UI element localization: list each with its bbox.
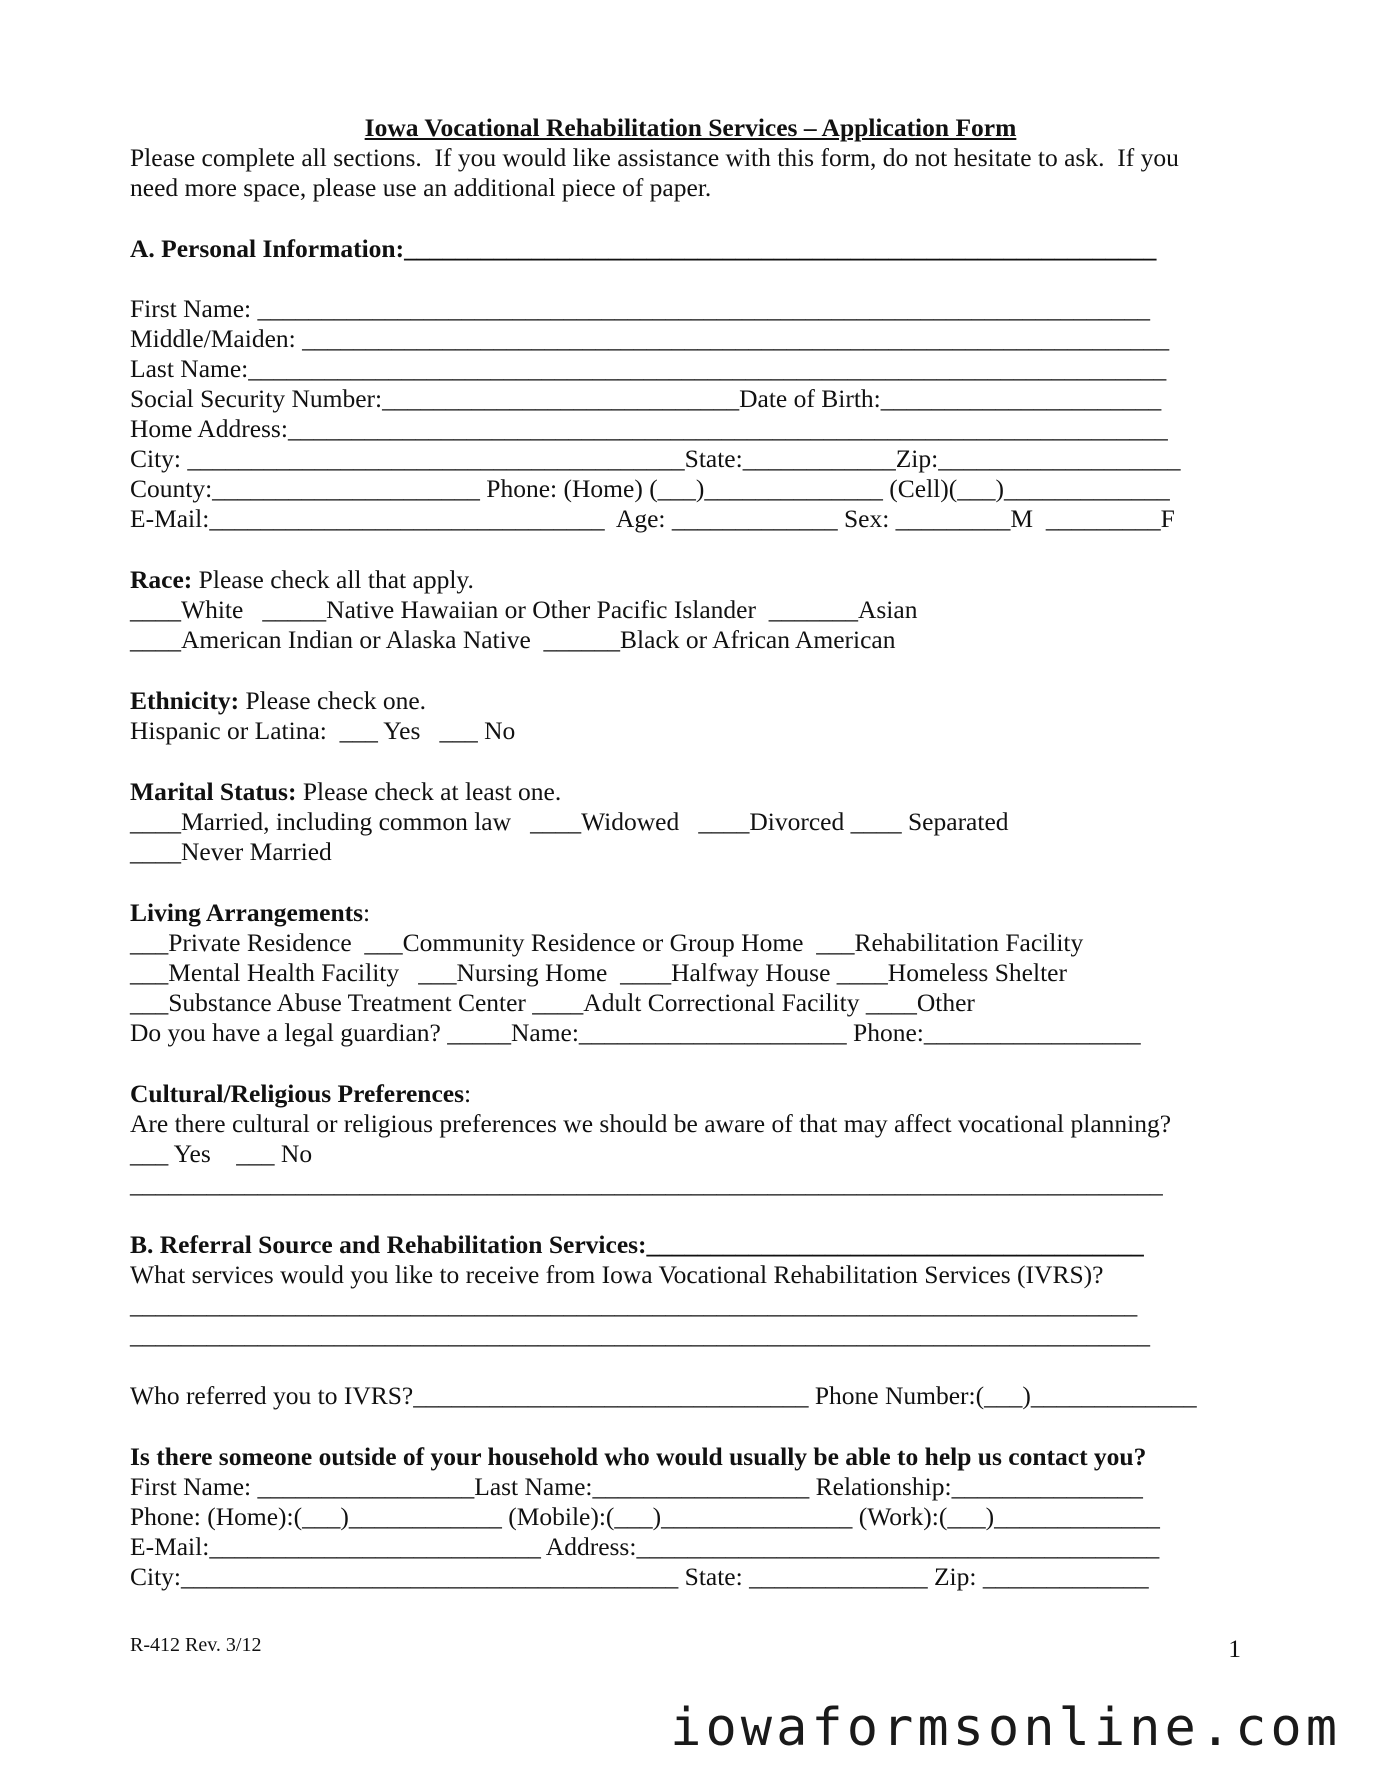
- intro-line-2: need more space, please use an additional piece of paper.: [130, 173, 712, 202]
- form-title: Iowa Vocational Rehabilitation Services – Application Form: [364, 113, 1017, 142]
- services-question: What services would you like to receive from Iowa Vocational Rehabilitation Services (IVRS)?: [130, 1260, 1104, 1289]
- referral-field[interactable]: Who referred you to IVRS?_______________________________ Phone Number:(___)_____________: [130, 1381, 1197, 1410]
- living-options-3[interactable]: ___Substance Abuse Treatment Center ____Adult Correctional Facility ____Other: [130, 988, 975, 1017]
- marital-instruction: Please check at least one.: [296, 777, 562, 806]
- contact-name-field[interactable]: First Name: _________________Last Name:_________________ Relationship:_______________: [130, 1472, 1143, 1501]
- section-b-heading: B. Referral Source and Rehabilitation Services:_______________________________________: [130, 1230, 1144, 1259]
- contact-city-state-zip-field[interactable]: City:_______________________________________ State: ______________ Zip: _____________: [130, 1562, 1149, 1591]
- home-address-field[interactable]: Home Address:_____________________________________________________________________: [130, 414, 1168, 443]
- marital-options-1[interactable]: ____Married, including common law ____Widowed ____Divorced ____ Separated: [130, 807, 1009, 836]
- cultural-label: Cultural/Religious Preferences: [130, 1079, 465, 1108]
- contact-heading: Is there someone outside of your household who would usually be able to help us contact you?: [130, 1442, 1147, 1471]
- ethnicity-label: Ethnicity:: [130, 686, 240, 715]
- ethnicity-instruction: Please check one.: [239, 686, 427, 715]
- watermark-text: iowaformsonline.com: [670, 1698, 1341, 1758]
- last-name-field[interactable]: Last Name:________________________________________________________________________: [130, 354, 1167, 383]
- intro-line-1: Please complete all sections. If you would like assistance with this form, do not hesitate to ask. If you: [130, 143, 1179, 172]
- county-phone-field[interactable]: County:_____________________ Phone: (Home) (___)______________ (Cell)(___)_____________: [130, 474, 1170, 503]
- race-options-2[interactable]: ____American Indian or Alaska Native ______Black or African American: [130, 625, 896, 654]
- living-header: [130, 898, 370, 928]
- cultural-answer-blank[interactable]: _________________________________________________________________________________: [130, 1169, 1163, 1198]
- contact-email-address-field[interactable]: E-Mail:__________________________ Address:_________________________________________: [130, 1532, 1160, 1561]
- contact-phone-field[interactable]: Phone: (Home):(___)____________ (Mobile):(___)_______________ (Work):(___)_____________: [130, 1502, 1160, 1531]
- cultural-question: Are there cultural or religious preferences we should be aware of that may affect vocational planning?: [130, 1109, 1172, 1138]
- marital-header: [130, 777, 561, 807]
- living-options-2[interactable]: ___Mental Health Facility ___Nursing Home ____Halfway House ____Homeless Shelter: [130, 958, 1067, 987]
- living-label: Living Arrangements: [130, 898, 364, 927]
- cultural-suffix: :: [464, 1079, 472, 1108]
- form-id: R-412 Rev. 3/12: [130, 1634, 262, 1656]
- race-label: Race:: [130, 565, 193, 594]
- ethnicity-options[interactable]: Hispanic or Latina: ___ Yes ___ No: [130, 716, 516, 745]
- living-suffix: :: [363, 898, 371, 927]
- race-instruction: Please check all that apply.: [192, 565, 474, 594]
- living-options-1[interactable]: ___Private Residence ___Community Residence or Group Home ___Rehabilitation Facility: [130, 928, 1084, 957]
- email-age-sex-field[interactable]: E-Mail:_______________________________ Age: _____________ Sex: _________M _________F: [130, 504, 1175, 533]
- city-state-zip-field[interactable]: City: _______________________________________State:____________Zip:___________________: [130, 444, 1181, 473]
- ethnicity-header: [130, 686, 426, 716]
- marital-label: Marital Status:: [130, 777, 297, 806]
- services-blank-2[interactable]: ________________________________________________________________________________: [130, 1320, 1150, 1349]
- section-a-heading: A. Personal Information:___________________________________________________________: [130, 234, 1157, 263]
- first-name-field[interactable]: First Name: ______________________________________________________________________: [130, 294, 1150, 323]
- services-blank-1[interactable]: _______________________________________________________________________________: [130, 1290, 1138, 1319]
- marital-options-2[interactable]: ____Never Married: [130, 837, 332, 866]
- middle-maiden-field[interactable]: Middle/Maiden: ____________________________________________________________________: [130, 324, 1170, 353]
- legal-guardian-field[interactable]: Do you have a legal guardian? _____Name:_____________________ Phone:_________________: [130, 1018, 1141, 1047]
- ssn-dob-field[interactable]: Social Security Number:____________________________Date of Birth:______________________: [130, 384, 1162, 413]
- race-options-1[interactable]: ____White _____Native Hawaiian or Other Pacific Islander _______Asian: [130, 595, 918, 624]
- page-number: 1: [1228, 1634, 1241, 1663]
- race-header: [130, 565, 474, 595]
- cultural-header: [130, 1079, 471, 1109]
- cultural-options[interactable]: ___ Yes ___ No: [130, 1139, 313, 1168]
